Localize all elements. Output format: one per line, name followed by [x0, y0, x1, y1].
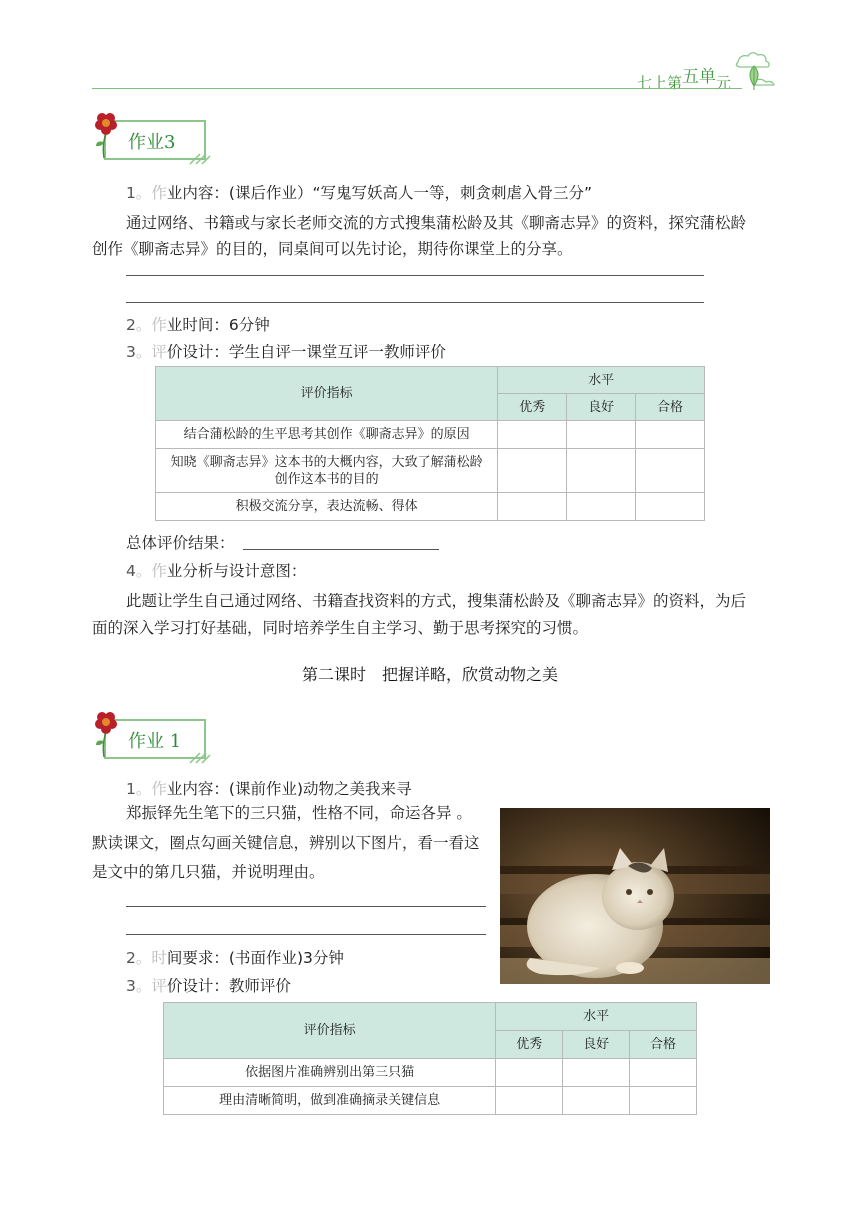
- overall-result-line[interactable]: [243, 549, 439, 550]
- homework-badge-3: [92, 110, 212, 166]
- table-row: [156, 493, 705, 521]
- analysis-line-1: 此题让学生自己通过网络、书籍查找资料的方式，搜集蒲松龄及《聊斋志异》的资料，为后: [126, 592, 747, 610]
- evaluation-table-hw3: [155, 366, 705, 521]
- evaluation-table-hw1: [163, 1002, 697, 1115]
- leaf-icon: [745, 64, 763, 90]
- rating-cell[interactable]: [636, 421, 705, 449]
- overall-result-label: 总体评价结果：: [126, 534, 235, 552]
- indicator-cell: [156, 421, 498, 449]
- hw3-item-3: 3。评价设计：学生自评一课堂互评一教师评价: [126, 343, 446, 361]
- item-ghost-char: 作: [151, 562, 167, 580]
- item-number: 3: [126, 343, 136, 361]
- answer-line[interactable]: [126, 906, 486, 907]
- item-text: 间要求：(书面作业)3分钟: [166, 949, 344, 967]
- col-header-indicator: 评价指标: [156, 367, 498, 421]
- rating-cell[interactable]: [498, 493, 567, 521]
- col-header-indicator: 评价指标: [164, 1003, 496, 1059]
- rating-cell[interactable]: [567, 493, 636, 521]
- item-number: 4: [126, 562, 136, 580]
- hw1-paragraph-line-1: 郑振铎先生笔下的三只猫，性格不同，命运各异 。: [126, 804, 472, 822]
- col-header-level: 水平: [496, 1003, 697, 1031]
- indicator-cell: [156, 493, 498, 521]
- table-row: [164, 1087, 697, 1115]
- rating-cell[interactable]: [563, 1087, 630, 1115]
- hw1-item-1: 1。作业内容：(课前作业)动物之美我来寻: [126, 780, 412, 798]
- table-row: [164, 1059, 697, 1087]
- item-text: 业分析与设计意图：: [166, 562, 307, 580]
- rating-cell[interactable]: [563, 1059, 630, 1087]
- item-ghost-char: 作: [151, 316, 167, 334]
- answer-line[interactable]: [126, 934, 486, 935]
- indicator-cell: [164, 1087, 496, 1115]
- hw1-item-3: 3。评价设计：教师评价: [126, 977, 291, 995]
- cat-photo: [500, 808, 770, 984]
- hw3-paragraph-line-1: 通过网络、书籍或与家长老师交流的方式搜集蒲松龄及其《聊斋志异》的资料，探究蒲松龄: [126, 214, 747, 232]
- hw1-paragraph-line-3: 是文中的第几只猫，并说明理由。: [92, 863, 325, 881]
- indicator-text-line-2: 创作这本书的目的: [274, 471, 379, 487]
- indicator-cell: [164, 1059, 496, 1087]
- item-ghost-char: 评: [151, 343, 167, 361]
- item-number: 1: [126, 780, 136, 798]
- answer-line[interactable]: [126, 302, 704, 303]
- rating-cell[interactable]: [498, 421, 567, 449]
- header: [0, 0, 860, 100]
- badge-label: 作业3: [128, 132, 176, 153]
- col-header-level: 水平: [498, 367, 705, 394]
- rating-cell[interactable]: [496, 1059, 563, 1087]
- unit-title: [637, 68, 731, 93]
- rating-cell[interactable]: [636, 493, 705, 521]
- rating-cell[interactable]: [567, 421, 636, 449]
- item-ghost-char: 作: [151, 184, 167, 202]
- hw3-item-2: 2。作业时间：6分钟: [126, 316, 270, 334]
- indicator-cell: [156, 449, 498, 493]
- item-text: 业内容：(课后作业）“写鬼写妖高人一等，刺贪刺虐入骨三分”: [166, 184, 593, 202]
- hw3-paragraph-line-2: 创作《聊斋志异》的目的，同桌间可以先讨论，期待你课堂上的分享。: [92, 240, 573, 258]
- indicator-text: 理由清晰简明，做到准确摘录关键信息: [219, 1093, 441, 1108]
- table-row: [156, 449, 705, 493]
- hw3-item-1: 1。作业内容：(课后作业）“写鬼写妖高人一等，刺贪刺虐入骨三分”: [126, 184, 593, 202]
- badge-label: 作业 1: [128, 731, 182, 752]
- level-good: 良好: [563, 1031, 630, 1059]
- indicator-text: 知晓《聊斋志异》这本书的大概内容，大致了解蒲松龄: [170, 454, 483, 470]
- indicator-text: 积极交流分享，表达流畅、得体: [235, 499, 418, 514]
- table-row: [156, 421, 705, 449]
- indicator-text: 结合蒲松龄的生平思考其创作《聊斋志异》的原因: [183, 427, 470, 442]
- rating-cell[interactable]: [630, 1087, 697, 1115]
- hw1-paragraph-line-2: 默读课文，圈点勾画关键信息，辨别以下图片，看一看这: [92, 834, 480, 852]
- homework-badge-1: [92, 709, 212, 765]
- header-rule: [92, 88, 742, 89]
- answer-line[interactable]: [126, 275, 704, 276]
- unit-title-big-2: 单: [699, 67, 717, 87]
- item-text: 价设计：学生自评一课堂互评一教师评价: [166, 343, 446, 361]
- unit-title-big-1: 五: [682, 67, 700, 87]
- item-text: 业时间：6分钟: [166, 316, 270, 334]
- rating-cell[interactable]: [567, 449, 636, 493]
- indicator-text: 依据图片准确辨别出第三只猫: [245, 1065, 415, 1080]
- unit-title-pre: 七上第: [637, 74, 683, 92]
- flower-icon: [92, 110, 120, 160]
- level-good: 良好: [567, 394, 636, 421]
- flower-icon: [92, 709, 120, 759]
- item-ghost-char: 评: [151, 977, 167, 995]
- item-text: 价设计：教师评价: [166, 977, 291, 995]
- level-excellent: 优秀: [496, 1031, 563, 1059]
- badge-corner-decoration: [188, 747, 212, 765]
- item-number: 1: [126, 184, 136, 202]
- rating-cell[interactable]: [636, 449, 705, 493]
- unit-title-post: 元: [716, 74, 732, 92]
- rating-cell[interactable]: [630, 1059, 697, 1087]
- item-ghost-char: 作: [151, 780, 167, 798]
- hw3-item-4: 4。作业分析与设计意图：: [126, 562, 307, 580]
- level-pass: 合格: [630, 1031, 697, 1059]
- hw1-item-2: 2。时间要求：(书面作业)3分钟: [126, 949, 344, 967]
- analysis-line-2: 面的深入学习打好基础，同时培养学生自主学习、勤于思考探究的习惯。: [92, 619, 589, 637]
- item-number: 3: [126, 977, 136, 995]
- level-pass: 合格: [636, 394, 705, 421]
- item-number: 2: [126, 316, 136, 334]
- level-excellent: 优秀: [498, 394, 567, 421]
- rating-cell[interactable]: [496, 1087, 563, 1115]
- badge-corner-decoration: [188, 148, 212, 166]
- lesson-title: 第二课时 把握详略，欣赏动物之美: [301, 665, 558, 684]
- item-ghost-char: 时: [151, 949, 167, 967]
- item-text: 业内容：(课前作业)动物之美我来寻: [166, 780, 412, 798]
- item-number: 2: [126, 949, 136, 967]
- rating-cell[interactable]: [498, 449, 567, 493]
